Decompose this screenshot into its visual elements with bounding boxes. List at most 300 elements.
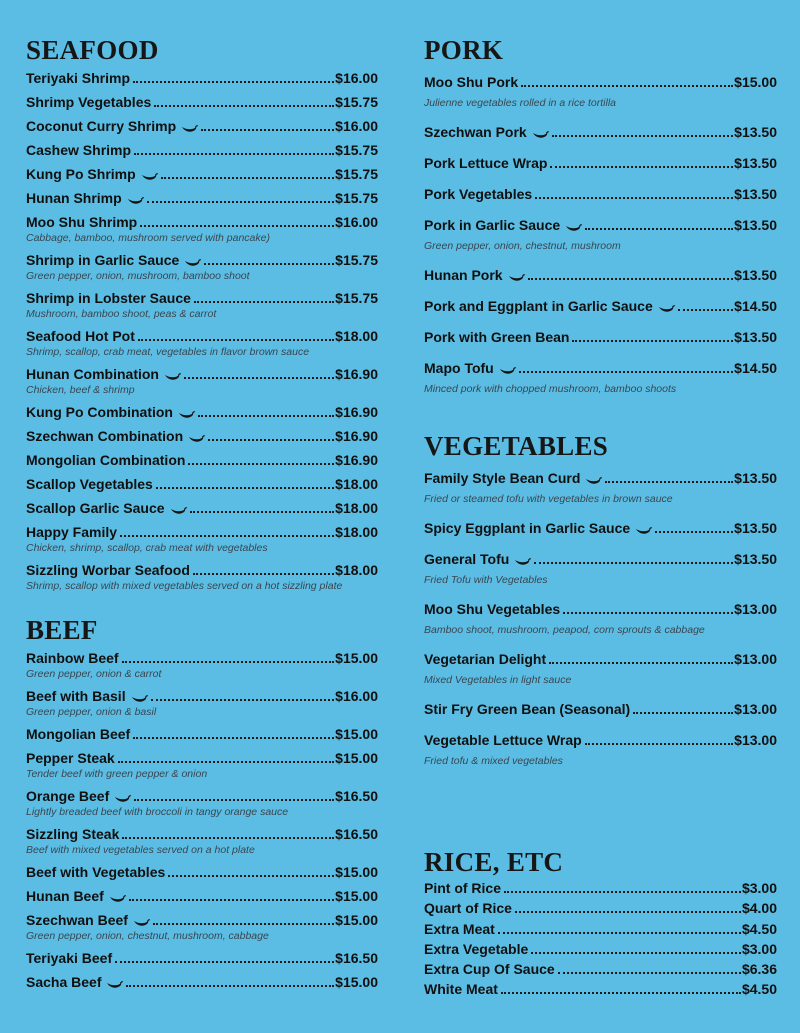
menu-item-name: Hunan Combination bbox=[26, 366, 159, 382]
menu-item-description: Julienne vegetables rolled in a rice tortilla bbox=[424, 97, 617, 109]
menu-item-description: Mushroom, bamboo shoot, peas & carrot bbox=[26, 308, 217, 320]
menu-item-row bbox=[424, 520, 777, 537]
menu-item-pork-with-green-bean bbox=[424, 329, 777, 346]
dot-leader bbox=[133, 81, 334, 83]
menu-item-row bbox=[424, 981, 777, 998]
menu-item-row bbox=[26, 142, 378, 159]
dot-leader bbox=[204, 263, 334, 265]
dot-leader bbox=[572, 340, 733, 342]
chili-pepper-icon bbox=[514, 558, 531, 567]
menu-item-orange-beef bbox=[26, 788, 378, 819]
menu-item-row bbox=[26, 562, 378, 579]
dot-leader bbox=[605, 481, 733, 483]
menu-item-description: Shrimp, scallop, crab meat, vegetables in flavor brown sauce bbox=[26, 346, 310, 358]
menu-item-price: $16.00 bbox=[335, 118, 378, 134]
chili-pepper-icon bbox=[508, 274, 525, 283]
section-title-seafood: SEAFOOD bbox=[26, 35, 159, 65]
chili-pepper-icon bbox=[178, 411, 195, 420]
menu-item-price: $16.90 bbox=[335, 404, 378, 420]
menu-item-price: $13.00 bbox=[734, 701, 777, 717]
menu-item-name: Sizzling Worbar Seafood bbox=[26, 562, 190, 578]
menu-item-price: $15.75 bbox=[335, 166, 378, 182]
menu-item-row bbox=[26, 428, 378, 445]
menu-item-price: $6.36 bbox=[741, 961, 777, 978]
menu-item-row bbox=[424, 551, 777, 568]
menu-item-description: Fried or steamed tofu with vegetables in brown sauce bbox=[424, 493, 673, 505]
menu-item-name: Stir Fry Green Bean (Seasonal) bbox=[424, 701, 631, 717]
menu-item-description: Tender beef with green pepper & onion bbox=[26, 768, 208, 780]
dot-leader bbox=[134, 153, 334, 155]
menu-item-general-tofu bbox=[424, 551, 777, 587]
menu-item-row bbox=[26, 290, 378, 307]
dot-leader bbox=[198, 415, 334, 417]
menu-item-price: $16.50 bbox=[335, 950, 378, 966]
menu-item-sizzling-steak bbox=[26, 826, 378, 857]
menu-item-price: $16.50 bbox=[335, 826, 378, 842]
menu-item-description: Chicken, beef & shrimp bbox=[26, 384, 135, 396]
dot-leader bbox=[208, 439, 334, 441]
dot-leader bbox=[133, 737, 334, 739]
menu-item-row bbox=[424, 360, 777, 377]
menu-item-description: Cabbage, bamboo, mushroom served with pancake) bbox=[26, 232, 270, 244]
menu-item-moo-shu-vegetables bbox=[424, 601, 777, 637]
menu-item-price: $13.50 bbox=[734, 186, 777, 202]
menu-item-row bbox=[424, 155, 777, 172]
menu-item-price: $15.00 bbox=[734, 74, 777, 90]
menu-item-name: Orange Beef bbox=[26, 788, 110, 804]
dot-leader bbox=[633, 712, 733, 714]
menu-item-pork-lettuce-wrap bbox=[424, 155, 777, 172]
menu-item-price: $16.00 bbox=[335, 70, 378, 86]
menu-item-price: $18.00 bbox=[335, 476, 378, 492]
menu-item-price: $16.50 bbox=[335, 788, 378, 804]
menu-item-row bbox=[26, 650, 378, 667]
chili-pepper-icon bbox=[141, 173, 158, 182]
dot-leader bbox=[129, 899, 334, 901]
menu-item-pint-of-rice bbox=[424, 880, 777, 897]
menu-item-description: Fried tofu & mixed vegetables bbox=[424, 755, 563, 767]
chili-pepper-icon bbox=[532, 131, 549, 140]
menu-item-name: Pork and Eggplant in Garlic Sauce bbox=[424, 298, 653, 314]
menu-item-quart-of-rice bbox=[424, 900, 777, 917]
menu-item-price: $15.75 bbox=[335, 290, 378, 306]
dot-leader bbox=[585, 228, 733, 230]
menu-item-name: Szechwan Pork bbox=[424, 124, 527, 140]
chili-pepper-icon bbox=[188, 435, 205, 444]
menu-item-price: $14.50 bbox=[734, 360, 777, 376]
beef-section bbox=[26, 614, 378, 991]
menu-item-description: Bamboo shoot, mushroom, peapod, corn sprouts & cabbage bbox=[424, 624, 705, 636]
menu-item-row bbox=[424, 329, 777, 346]
menu-item-price: $13.50 bbox=[734, 470, 777, 486]
dot-leader bbox=[151, 699, 335, 701]
menu-item-hunan-beef bbox=[26, 888, 378, 905]
menu-item-name: Extra Meat bbox=[424, 920, 495, 937]
dot-leader bbox=[140, 225, 334, 227]
dot-leader bbox=[534, 562, 733, 564]
dot-leader bbox=[201, 129, 334, 131]
menu-item-name: Pork with Green Bean bbox=[424, 329, 570, 345]
menu-item-price: $15.00 bbox=[335, 864, 378, 880]
menu-item-name: Hunan Beef bbox=[26, 888, 104, 904]
vegetables-section bbox=[424, 430, 777, 768]
menu-item-name: Shrimp Vegetables bbox=[26, 94, 152, 110]
menu-item-teriyaki-shrimp bbox=[26, 70, 378, 87]
menu-item-pepper-steak bbox=[26, 750, 378, 781]
dot-leader bbox=[188, 463, 334, 465]
menu-item-price: $15.00 bbox=[335, 726, 378, 742]
menu-item-mongolian-beef bbox=[26, 726, 378, 743]
menu-item-price: $15.75 bbox=[335, 190, 378, 206]
menu-item-name: Pork in Garlic Sauce bbox=[424, 217, 561, 233]
menu-item-description: Green pepper, onion, chestnut, mushroom bbox=[424, 240, 621, 252]
menu-item-name: Sacha Beef bbox=[26, 974, 102, 990]
dot-leader bbox=[184, 377, 334, 379]
dot-leader bbox=[118, 761, 334, 763]
chili-pepper-icon bbox=[635, 527, 652, 536]
chili-pepper-icon bbox=[109, 895, 126, 904]
menu-item-extra-cup-of-sauce bbox=[424, 961, 777, 978]
menu-item-name: Extra Cup Of Sauce bbox=[424, 961, 555, 978]
menu-item-mapo-tofu bbox=[424, 360, 777, 396]
menu-item-name: Vegetable Lettuce Wrap bbox=[424, 732, 582, 748]
menu-item-beef-with-basil bbox=[26, 688, 378, 719]
dot-leader bbox=[528, 278, 734, 280]
menu-item-row bbox=[424, 921, 777, 938]
section-title-beef: BEEF bbox=[26, 615, 98, 645]
menu-item-price: $15.00 bbox=[335, 888, 378, 904]
menu-item-name: Sizzling Steak bbox=[26, 826, 120, 842]
menu-item-price: $15.00 bbox=[335, 750, 378, 766]
menu-item-name: Beef with Vegetables bbox=[26, 864, 166, 880]
chili-pepper-icon bbox=[184, 259, 201, 268]
menu-item-row bbox=[26, 476, 378, 493]
menu-item-price: $16.90 bbox=[335, 366, 378, 382]
menu-item-szechwan-combination bbox=[26, 428, 378, 445]
menu-item-szechwan-pork bbox=[424, 124, 777, 141]
menu-item-price: $15.00 bbox=[335, 912, 378, 928]
menu-item-price: $15.75 bbox=[335, 94, 378, 110]
menu-item-name: Pepper Steak bbox=[26, 750, 115, 766]
menu-item-szechwan-beef bbox=[26, 912, 378, 943]
menu-item-hunan-pork bbox=[424, 267, 777, 284]
menu-item-row bbox=[424, 124, 777, 141]
menu-item-price: $4.00 bbox=[741, 900, 777, 917]
dot-leader bbox=[515, 911, 741, 913]
menu-item-row bbox=[424, 900, 777, 917]
menu-item-name: Teriyaki Shrimp bbox=[26, 70, 131, 86]
menu-item-row bbox=[26, 524, 378, 541]
menu-item-price: $14.50 bbox=[734, 298, 777, 314]
menu-item-name: Mongolian Beef bbox=[26, 726, 131, 742]
menu-item-price: $15.75 bbox=[335, 142, 378, 158]
menu-item-name: Pint of Rice bbox=[424, 880, 502, 896]
menu-item-row bbox=[26, 252, 378, 269]
menu-item-cashew-shrimp bbox=[26, 142, 378, 159]
menu-item-price: $16.90 bbox=[335, 452, 378, 468]
menu-item-row bbox=[26, 452, 378, 469]
menu-item-name: Rainbow Beef bbox=[26, 650, 119, 666]
menu-item-description: Lightly breaded beef with broccoli in tangy orange sauce bbox=[26, 806, 289, 818]
menu-item-name: Szechwan Beef bbox=[26, 912, 128, 928]
menu-item-pork-in-garlic-sauce bbox=[424, 217, 777, 253]
menu-item-vegetable-lettuce-wrap bbox=[424, 732, 777, 768]
menu-item-name: Hunan Shrimp bbox=[26, 190, 122, 206]
menu-item-name: Kung Po Shrimp bbox=[26, 166, 136, 182]
menu-item-row bbox=[26, 688, 378, 705]
menu-item-spicy-eggplant-in-garlic-sauce bbox=[424, 520, 777, 537]
menu-item-name: Beef with Basil bbox=[26, 688, 126, 704]
menu-item-seafood-hot-pot bbox=[26, 328, 378, 359]
menu-item-sacha-beef bbox=[26, 974, 378, 991]
menu-item-row bbox=[424, 74, 777, 91]
dot-leader bbox=[498, 932, 741, 934]
dot-leader bbox=[153, 923, 334, 925]
menu-item-description: Chicken, shrimp, scallop, crab meat with vegetables bbox=[26, 542, 268, 554]
menu-item-name: Quart of Rice bbox=[424, 900, 512, 917]
menu-item-row bbox=[26, 826, 378, 843]
menu-item-name: Coconut Curry Shrimp bbox=[26, 118, 177, 134]
menu-item-row bbox=[424, 186, 777, 203]
dot-leader bbox=[154, 105, 334, 107]
chili-pepper-icon bbox=[181, 125, 198, 134]
menu-item-price: $4.50 bbox=[741, 981, 777, 998]
menu-item-shrimp-in-lobster-sauce bbox=[26, 290, 378, 321]
menu-item-kung-po-combination bbox=[26, 404, 378, 421]
menu-item-hunan-combination bbox=[26, 366, 378, 397]
menu-item-name: Szechwan Combination bbox=[26, 428, 184, 444]
menu-item-price: $13.50 bbox=[734, 155, 777, 171]
menu-item-row bbox=[26, 950, 378, 967]
menu-item-scallop-vegetables bbox=[26, 476, 378, 493]
pork-section bbox=[424, 34, 777, 396]
menu-item-description: Green pepper, onion, chestnut, mushroom, cabbage bbox=[26, 930, 269, 942]
dot-leader bbox=[115, 961, 334, 963]
menu-item-description: Green pepper, onion, mushroom, bamboo shoot bbox=[26, 270, 250, 282]
dot-leader bbox=[678, 309, 733, 311]
menu-item-row bbox=[424, 651, 777, 668]
menu-item-price: $13.00 bbox=[734, 651, 777, 667]
menu-item-extra-vegetable bbox=[424, 941, 777, 958]
menu-item-row bbox=[424, 267, 777, 284]
menu-item-description: Green pepper, onion & carrot bbox=[26, 668, 162, 680]
menu-item-name: Mapo Tofu bbox=[424, 360, 494, 376]
dot-leader bbox=[161, 177, 335, 179]
menu-item-row bbox=[26, 500, 378, 517]
dot-leader bbox=[138, 339, 334, 341]
menu-item-name: Scallop Vegetables bbox=[26, 476, 153, 492]
menu-item-hunan-shrimp bbox=[26, 190, 378, 207]
section-title-pork: PORK bbox=[424, 35, 504, 65]
menu-item-row bbox=[26, 328, 378, 345]
menu-item-price: $15.00 bbox=[335, 974, 378, 990]
menu-item-shrimp-vegetables bbox=[26, 94, 378, 111]
menu-item-description: Shrimp, scallop with mixed vegetables served on a hot sizzling plate bbox=[26, 580, 343, 592]
menu-item-row bbox=[26, 190, 378, 207]
chili-pepper-icon bbox=[164, 373, 181, 382]
menu-item-row bbox=[26, 788, 378, 805]
menu-item-name: White Meat bbox=[424, 981, 498, 998]
menu-item-kung-po-shrimp bbox=[26, 166, 378, 183]
menu-item-stir-fry-green-bean-seasonal bbox=[424, 701, 777, 718]
chili-pepper-icon bbox=[133, 919, 150, 928]
menu-item-description: Mixed Vegetables in light sauce bbox=[424, 674, 572, 686]
dot-leader bbox=[501, 992, 741, 994]
chili-pepper-icon bbox=[565, 224, 582, 233]
menu-item-row bbox=[26, 888, 378, 905]
dot-leader bbox=[120, 535, 334, 537]
dot-leader bbox=[531, 952, 741, 954]
section-title-vegetables: VEGETABLES bbox=[424, 431, 609, 461]
chili-pepper-icon bbox=[658, 305, 675, 314]
menu-item-moo-shu-shrimp bbox=[26, 214, 378, 245]
dot-leader bbox=[655, 531, 733, 533]
menu-item-description: Fried Tofu with Vegetables bbox=[424, 574, 548, 586]
section-title-rice: RICE, ETC bbox=[424, 847, 564, 877]
menu-item-price: $3.00 bbox=[741, 940, 777, 957]
menu-item-happy-family bbox=[26, 524, 378, 555]
menu-item-price: $18.00 bbox=[335, 328, 378, 344]
menu-item-price: $15.75 bbox=[335, 252, 378, 268]
dot-leader bbox=[134, 799, 334, 801]
menu-item-teriyaki-beef bbox=[26, 950, 378, 967]
dot-leader bbox=[550, 166, 733, 168]
dot-leader bbox=[552, 135, 733, 137]
menu-item-row bbox=[424, 941, 777, 958]
menu-item-name: Extra Vegetable bbox=[424, 940, 529, 957]
menu-item-pork-vegetables bbox=[424, 186, 777, 203]
menu-item-row bbox=[26, 166, 378, 183]
menu-item-price: $13.50 bbox=[734, 520, 777, 536]
dot-leader bbox=[122, 661, 335, 663]
menu-item-scallop-garlic-sauce bbox=[26, 500, 378, 517]
menu-item-description: Beef with mixed vegetables served on a hot plate bbox=[26, 844, 255, 856]
menu-item-row bbox=[424, 298, 777, 315]
menu-item-name: Teriyaki Beef bbox=[26, 950, 113, 966]
menu-item-price: $16.00 bbox=[335, 214, 378, 230]
seafood-section bbox=[26, 34, 378, 593]
chili-pepper-icon bbox=[106, 981, 123, 990]
dot-leader bbox=[147, 201, 335, 203]
menu-item-row bbox=[26, 974, 378, 991]
menu-item-price: $18.00 bbox=[335, 562, 378, 578]
menu-item-row bbox=[26, 750, 378, 767]
menu-item-price: $16.00 bbox=[335, 688, 378, 704]
menu-item-row bbox=[26, 912, 378, 929]
menu-item-name: Happy Family bbox=[26, 524, 118, 540]
menu-item-family-style-bean-curd bbox=[424, 470, 777, 506]
menu-item-price: $18.00 bbox=[335, 524, 378, 540]
menu-item-row bbox=[26, 404, 378, 421]
menu-item-name: Kung Po Combination bbox=[26, 404, 173, 420]
dot-leader bbox=[585, 743, 733, 745]
chili-pepper-icon bbox=[170, 507, 187, 516]
menu-item-name: Cashew Shrimp bbox=[26, 142, 132, 158]
dot-leader bbox=[193, 573, 334, 575]
menu-item-price: $13.50 bbox=[734, 329, 777, 345]
menu-item-extra-meat bbox=[424, 921, 777, 938]
dot-leader bbox=[535, 197, 733, 199]
menu-item-price: $13.50 bbox=[734, 217, 777, 233]
menu-item-price: $15.00 bbox=[335, 650, 378, 666]
menu-item-price: $4.50 bbox=[741, 920, 777, 937]
menu-item-name: Shrimp in Garlic Sauce bbox=[26, 252, 180, 268]
menu-item-row bbox=[424, 701, 777, 718]
dot-leader bbox=[168, 875, 334, 877]
menu-item-row bbox=[26, 726, 378, 743]
menu-item-row bbox=[26, 70, 378, 87]
menu-item-name: Shrimp in Lobster Sauce bbox=[26, 290, 191, 306]
menu-item-row bbox=[424, 732, 777, 749]
menu-item-coconut-curry-shrimp bbox=[26, 118, 378, 135]
chili-pepper-icon bbox=[499, 367, 516, 376]
menu-item-name: Pork Lettuce Wrap bbox=[424, 155, 548, 171]
menu-item-row bbox=[424, 961, 777, 978]
dot-leader bbox=[519, 371, 733, 373]
menu-item-price: $13.00 bbox=[734, 732, 777, 748]
menu-item-price: $3.00 bbox=[741, 880, 777, 896]
menu-item-name: Hunan Pork bbox=[424, 267, 503, 283]
menu-item-row bbox=[26, 118, 378, 135]
dot-leader bbox=[122, 837, 334, 839]
menu-item-white-meat bbox=[424, 981, 777, 998]
menu-item-price: $18.00 bbox=[335, 500, 378, 516]
menu-item-row bbox=[424, 880, 777, 897]
menu-item-name: Mongolian Combination bbox=[26, 452, 186, 468]
rice-section bbox=[424, 846, 777, 998]
menu-item-rainbow-beef bbox=[26, 650, 378, 681]
menu-item-name: Family Style Bean Curd bbox=[424, 470, 581, 486]
menu-item-name: Vegetarian Delight bbox=[424, 651, 547, 667]
menu-item-row bbox=[26, 366, 378, 383]
menu-item-vegetarian-delight bbox=[424, 651, 777, 687]
menu-item-price: $13.50 bbox=[734, 267, 777, 283]
menu-item-row bbox=[26, 94, 378, 111]
menu-item-price: $13.50 bbox=[734, 551, 777, 567]
menu-item-mongolian-combination bbox=[26, 452, 378, 469]
dot-leader bbox=[521, 85, 733, 87]
menu-item-beef-with-vegetables bbox=[26, 864, 378, 881]
menu-item-shrimp-in-garlic-sauce bbox=[26, 252, 378, 283]
dot-leader bbox=[558, 972, 741, 974]
menu-item-pork-and-eggplant-in-garlic-sauce bbox=[424, 298, 777, 315]
menu-item-name: Moo Shu Vegetables bbox=[424, 601, 561, 617]
menu-item-name: Moo Shu Shrimp bbox=[26, 214, 138, 230]
dot-leader bbox=[190, 511, 335, 513]
menu-item-name: Spicy Eggplant in Garlic Sauce bbox=[424, 520, 631, 536]
menu-item-row bbox=[424, 601, 777, 618]
menu-item-price: $13.50 bbox=[734, 124, 777, 140]
menu-item-row bbox=[26, 864, 378, 881]
chili-pepper-icon bbox=[127, 197, 144, 206]
dot-leader bbox=[563, 612, 733, 614]
menu-item-name: Scallop Garlic Sauce bbox=[26, 500, 165, 516]
menu-item-row bbox=[26, 214, 378, 231]
menu-item-name: General Tofu bbox=[424, 551, 510, 567]
menu-item-row bbox=[424, 470, 777, 487]
menu-item-sizzling-worbar-seafood bbox=[26, 562, 378, 593]
dot-leader bbox=[549, 662, 733, 664]
dot-leader bbox=[504, 891, 741, 893]
menu-item-name: Pork Vegetables bbox=[424, 186, 533, 202]
chili-pepper-icon bbox=[131, 695, 148, 704]
menu-item-description: Minced pork with chopped mushroom, bamboo shoots bbox=[424, 383, 677, 395]
dot-leader bbox=[126, 985, 334, 987]
dot-leader bbox=[194, 301, 334, 303]
menu-item-description: Green pepper, onion & basil bbox=[26, 706, 157, 718]
dot-leader bbox=[156, 487, 334, 489]
chili-pepper-icon bbox=[585, 477, 602, 486]
